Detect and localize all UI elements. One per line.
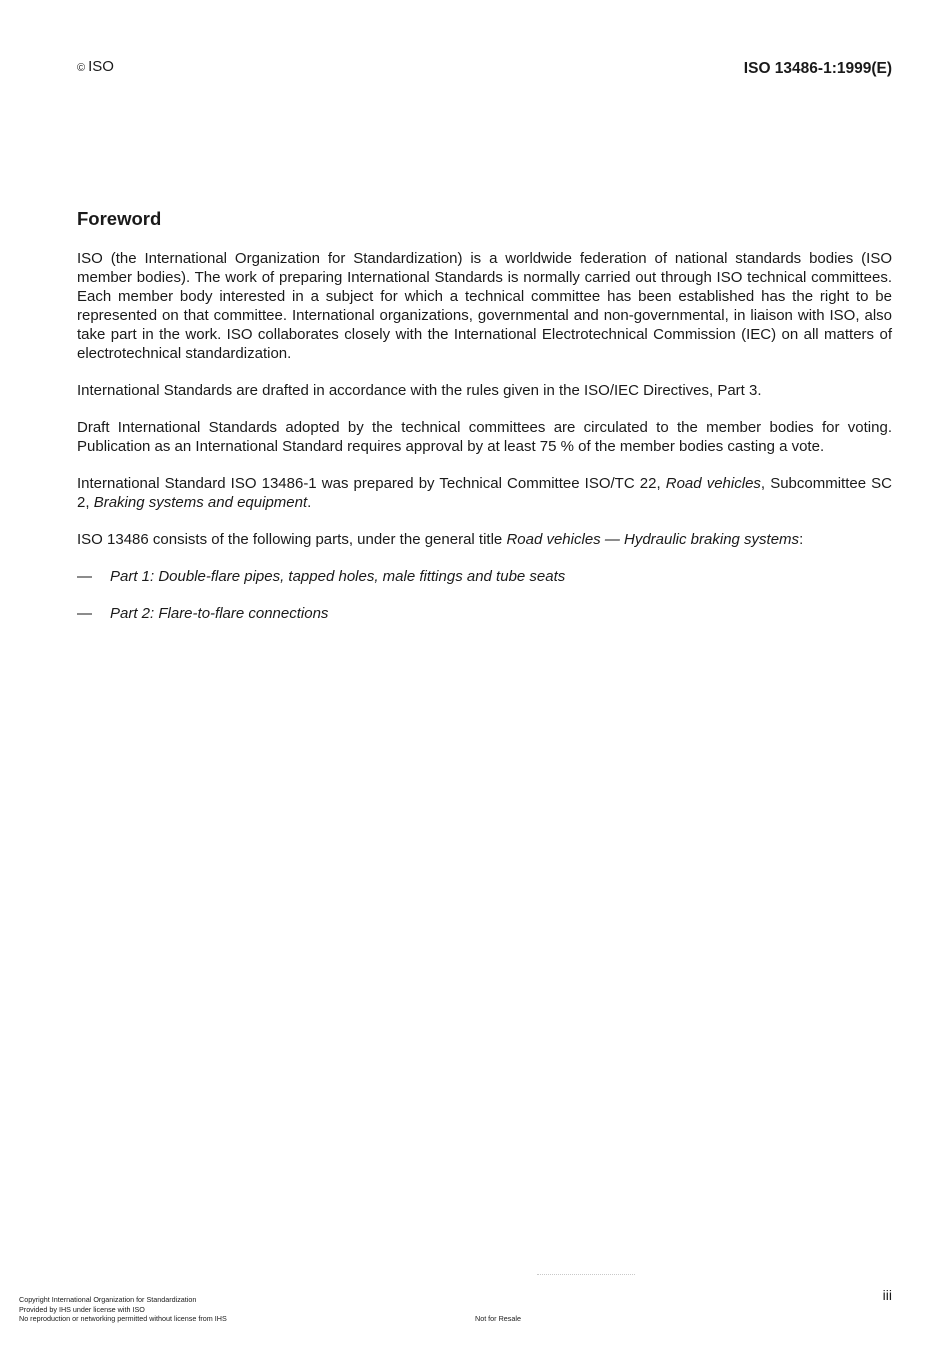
faint-watermark-mark [537, 1274, 635, 1279]
paragraph-parts-intro [77, 530, 892, 549]
page-number: iii [882, 1287, 892, 1303]
list-item-part-2 [77, 604, 892, 623]
list-item-part-1 [77, 567, 892, 586]
footer-line-copyright: Copyright International Organization for Standardization [19, 1295, 197, 1304]
copyright-symbol: © [77, 62, 86, 74]
preparation-text-b: , Subcommittee SC 2, [77, 475, 893, 511]
footer-line-reproduction: No reproduction or networking permitted without license from IHS [19, 1314, 227, 1323]
foreword-section [77, 208, 892, 641]
preparation-road-vehicles: Road vehicles [665, 475, 761, 492]
preparation-text-a: International Standard ISO 13486-1 was prepared by Technical Committee ISO/TC 22, [77, 475, 661, 492]
paragraph-directives: International Standards are drafted in accordance with the rules given in the ISO/IEC Directives, Part 3. [77, 382, 762, 399]
footer-line-provided: Provided by IHS under license with ISO [19, 1304, 145, 1314]
header-copyright [77, 58, 114, 77]
document-number: ISO 13486-1:1999(E) [743, 60, 892, 77]
preparation-text-c: . [307, 494, 312, 511]
parts-intro-text: ISO 13486 consists of the following parts, under the general title [77, 531, 503, 548]
parts-intro-colon: : [799, 531, 804, 548]
parts-general-title: Road vehicles — Hydraulic braking systems [506, 531, 800, 548]
paragraph-preparation [77, 474, 892, 512]
header-publisher: ISO [88, 58, 114, 75]
paragraph-iso-intro: ISO (the International Organization for Standardization) is a worldwide federation of national standards bodies (ISO member bodies). The work of preparing International Standards is normally carried out through ISO technical committees. Each member body interested in a subject for which a technical committee has been established has the right to be represented on that committee. International organizations, governmental and non-governmental, in liaison with ISO, also take part in the work. ISO collaborates closely with the International Electrotechnical Commission (IEC) on all matters of electrotechnical standardization. [77, 250, 892, 362]
part-2-label: Part 2: Flare-to-flare connections [110, 605, 329, 622]
part-1-label: Part 1: Double-flare pipes, tapped holes, male fittings and tube seats [110, 568, 566, 585]
footer-not-for-resale: Not for Resale [475, 1314, 521, 1323]
paragraph-voting: Draft International Standards adopted by the technical committees are circulated to the member bodies for voting. Publication as an International Standard requires approval by at least 75 % of the member bodies casting a vote. [77, 419, 892, 455]
list-dash: — [77, 568, 92, 585]
copyright-footer [19, 1295, 227, 1324]
preparation-braking-systems: Braking systems and equipment [93, 494, 308, 511]
list-dash: — [77, 605, 92, 622]
section-title: Foreword [77, 208, 162, 229]
